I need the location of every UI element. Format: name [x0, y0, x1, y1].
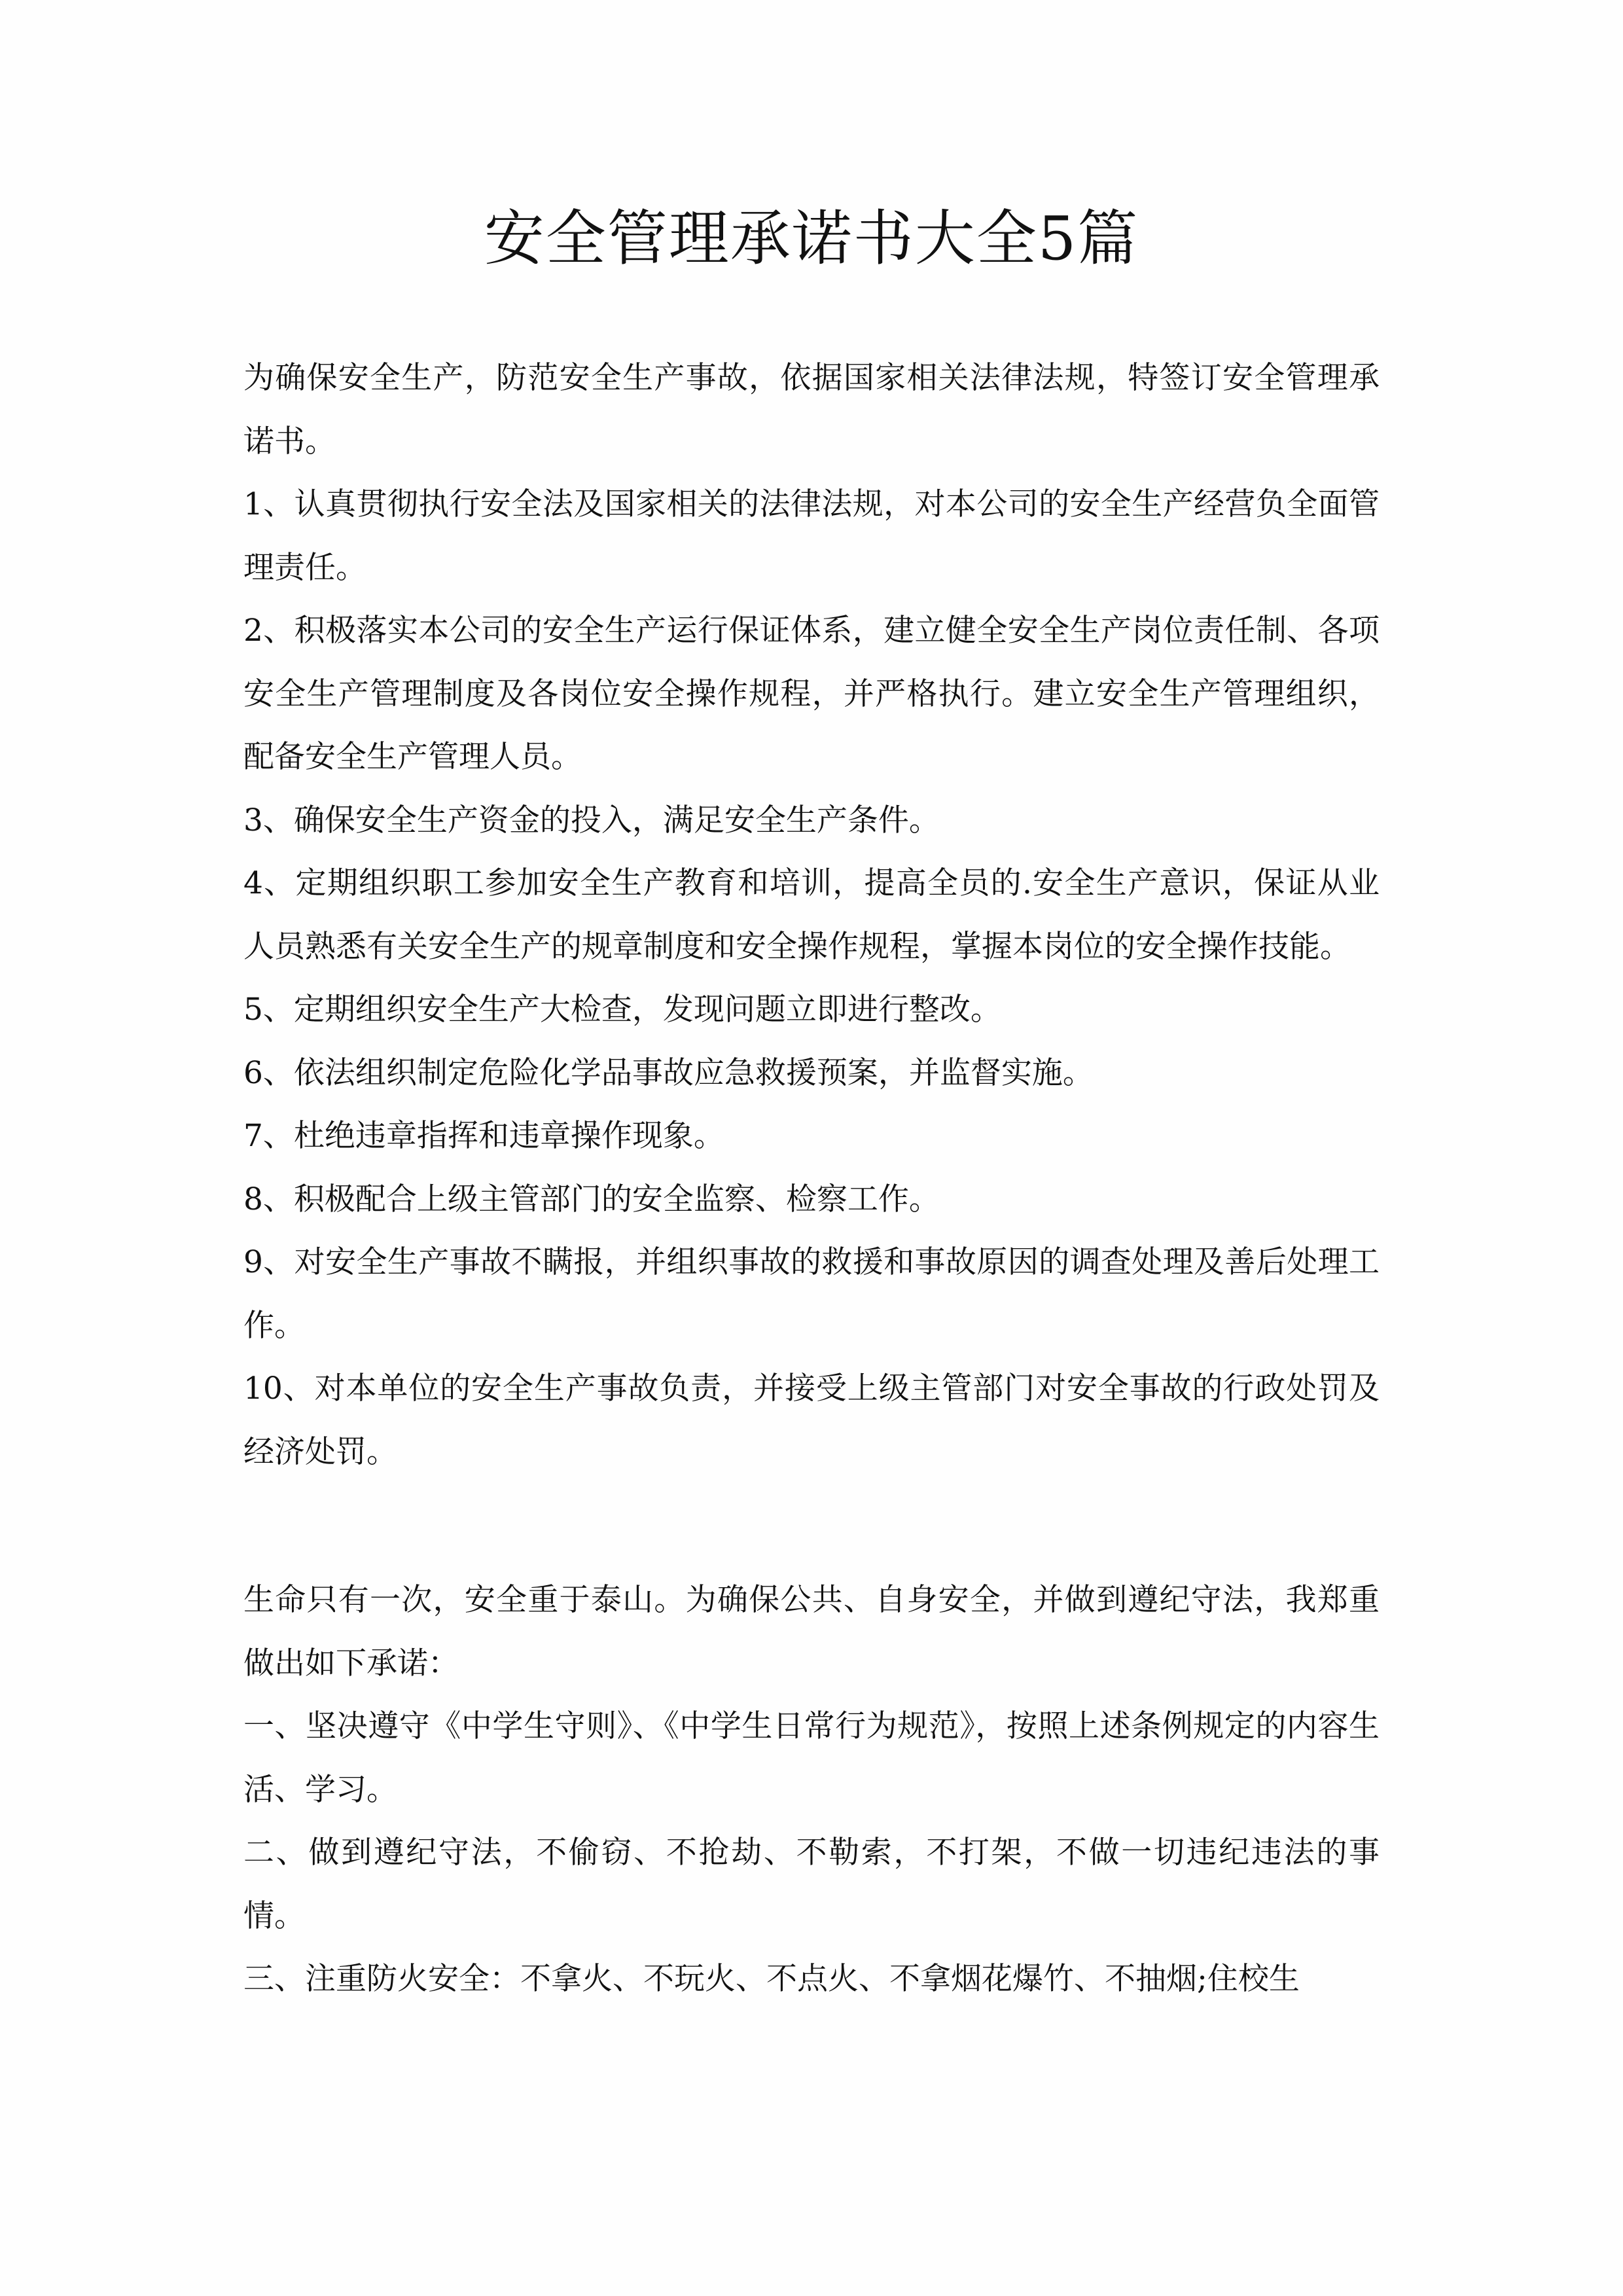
section-company-commitment [243, 347, 1380, 1484]
list-item-three: 三、注重防火安全：不拿火、不玩火、不点火、不拿烟花爆竹、不抽烟;住校生 [243, 1961, 1300, 1997]
section-student-commitment [243, 1569, 1380, 2011]
list-item-8: 8、积极配合上级主管部门的安全监察、检察工作。 [243, 1181, 940, 1217]
list-item-4: 4、定期组织职工参加安全生产教育和培训，提高全员的.安全生产意识，保证从业人员熟悉有关安全生产的规章制度和安全操作规程，掌握本岗位的安全操作技能。 [243, 865, 1380, 965]
document-body [243, 347, 1380, 2011]
list-item-10: 10、对本单位的安全生产事故负责，并接受上级主管部门对安全事故的行政处罚及经济处罚。 [243, 1371, 1380, 1470]
intro-paragraph: 为确保安全生产，防范安全生产事故，依据国家相关法律法规，特签订安全管理承诺书。 [243, 360, 1380, 459]
list-item-2: 2、积极落实本公司的安全生产运行保证体系，建立健全安全生产岗位责任制、各项安全生产管理制度及各岗位安全操作规程，并严格执行。建立安全生产管理组织，配备安全生产管理人员。 [243, 613, 1380, 775]
list-item-9: 9、对安全生产事故不瞒报，并组织事故的救援和事故原因的调查处理及善后处理工作。 [243, 1244, 1380, 1344]
list-item-7: 7、杜绝违章指挥和违章操作现象。 [243, 1118, 724, 1154]
list-item-6: 6、依法组织制定危险化学品事故应急救援预案，并监督实施。 [243, 1054, 1094, 1091]
list-item-two: 二、做到遵纪守法，不偷窃、不抢劫、不勒索，不打架，不做一切违纪违法的事情。 [243, 1835, 1380, 1934]
list-item-5: 5、定期组织安全生产大检查，发现问题立即进行整改。 [243, 992, 1001, 1028]
section-divider [243, 1484, 1380, 1569]
document-title: 安全管理承诺书大全5篇 [484, 204, 1139, 274]
list-item-1: 1、认真贯彻执行安全法及国家相关的法律法规，对本公司的安全生产经营负全面管理责任。 [243, 486, 1380, 586]
list-item-3: 3、确保安全生产资金的投入，满足安全生产条件。 [243, 802, 940, 838]
list-item-one: 一、坚决遵守《中学生守则》、《中学生日常行为规范》，按照上述条例规定的内容生活、学习。 [243, 1708, 1380, 1808]
intro-paragraph: 生命只有一次，安全重于泰山。为确保公共、自身安全，并做到遵纪守法，我郑重做出如下承诺： [243, 1582, 1380, 1681]
